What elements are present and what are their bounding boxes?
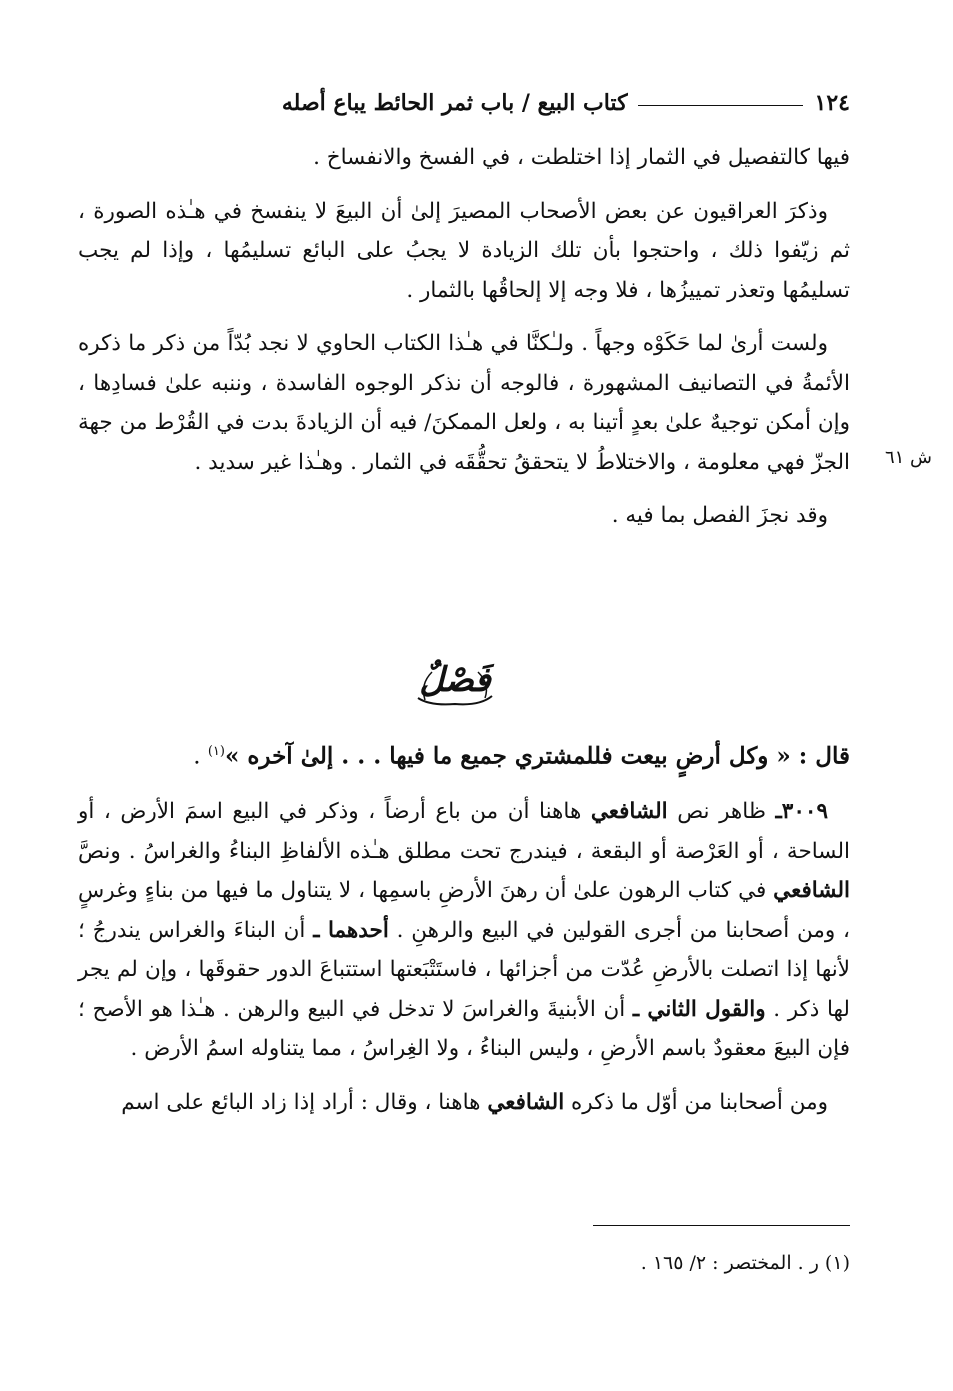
paragraph-number: ٣٠٠٩ـ — [775, 799, 828, 824]
text-run: ظاهر نص — [667, 799, 776, 824]
text-run: في كتاب الرهون علىٰ أن رهنَ الأرضِ باسمِها ، لا يتناول ما فيها من بناءٍ وغرسٍ ، ومن أصحابنا من أجرى القولين في البيع والرهنِ . — [78, 878, 851, 943]
label-qawl-thani: والقول الثاني ـ — [632, 996, 766, 1022]
section-title-text: فَصْلٌ — [419, 660, 491, 700]
label-ahaduhuma: أحدهما ـ — [313, 917, 389, 943]
footnote-rule — [593, 1225, 850, 1226]
page-header — [78, 86, 850, 120]
paragraph-iraqiyun: وذكرَ العراقيون عن بعض الأصحاب المصيرَ إلىٰ أن البيعَ لا ينفسخ في هـٰذه الصورة ، ثم زيّفوا ذلك ، واحتجوا بأن تلك الزيادة لا يجبُ على البائع تسليمُها ، وإذا لم يجب تسليمُها وتعذر تمييزُها ، فلا وجه إلا إلحاقُها بالثمار . — [78, 198, 850, 303]
text-run: أن البناءَ والغراس يندرجُ ؛ لأنها إذا اتصلت بالأرضِ عُدّت من أجزائها ، فاستَتْبَعتها استتباعَ الدور حقوقَها ، وإن لم يجر لها ذكر . — [78, 917, 850, 1022]
body-text-upper — [78, 138, 850, 536]
header-rule — [638, 105, 803, 106]
name-shafii: الشافعي — [487, 1089, 565, 1115]
paragraph-continuation: فيها كالتفصيل في الثمار إذا اختلطت ، في الفسخ والانفساخ . — [313, 145, 850, 170]
text-run: هاهنا أن من باع أرضاً ، وذكر في البيع اسمَ الأرض ، أو الساحة ، أو العَرْصة أو البقعة ، فيندرج تحت مطلق هـٰذه الألفاظِ البناءُ والغراسُ . ونصَّ — [78, 799, 850, 864]
paragraph-conclusion: وقد نجزَ الفصل بما فيه . — [611, 503, 828, 528]
matn-quote — [140, 732, 850, 777]
paragraph-3009 — [78, 792, 850, 1069]
section-title — [380, 660, 530, 700]
name-shafii: الشافعي — [590, 799, 668, 824]
page-number: ١٢٤ — [814, 90, 850, 116]
matn-quote-text: قال : « وكل أرضٍ بيعت فللمشتري جميع ما فيها . . . إلىٰ آخره » — [224, 742, 850, 770]
text-run: ومن أصحابنا من أوّل ما ذكره — [564, 1089, 828, 1115]
footnote-marker: (١) — [207, 744, 225, 759]
body-text-lower — [78, 792, 850, 1122]
paragraph-lastu-ara: ولست أرىٰ لما حَكَوْه وجهاً . ولـٰكنَّا في هـٰذا الكتاب الحاوي لا نجد بُدّاً من ذكر ما ذكره الأئمةُ في التصانيف المشهورة ، فالوجه أن نذكر الوجوه الفاسدة ، وننبه علىٰ فسادِها ، وإن أمكن توجيهٌ علىٰ بعدٍ أتينا به ، ولعل الممكنَ/ فيه أن الزيادةَ بدت في القُرْط من جهة الجزّ فهي معلومة ، والاختلاطُ لا يتحققُ تحقُّقَه في الثمار . وهـٰذا غير سديد . — [78, 331, 850, 475]
footnote: (١) ر . المختصر : ٢/ ١٦٥ . — [640, 1252, 850, 1274]
matn-quote-end: . — [193, 743, 208, 770]
text-run: أن الأبنيةَ والغراسَ لا تدخل في البيع والرهن . هـٰذا هو الأصح ؛ فإن البيعَ معقودٌ باسم الأرضِ ، وليس البناءُ ، ولا الغِراسُ ، مما يتناوله اسمُ الأرض . — [78, 996, 850, 1061]
paragraph-last — [78, 1083, 850, 1123]
manuscript-folio-note: ش ٦١ — [884, 447, 932, 468]
name-shafii: الشافعي — [773, 878, 850, 903]
text-run: هاهنا ، وقال : أراد إذا زاد البائع على اسم — [121, 1089, 488, 1115]
running-title: كتاب البيع / باب ثمر الحائط يباع أصله — [281, 90, 628, 116]
